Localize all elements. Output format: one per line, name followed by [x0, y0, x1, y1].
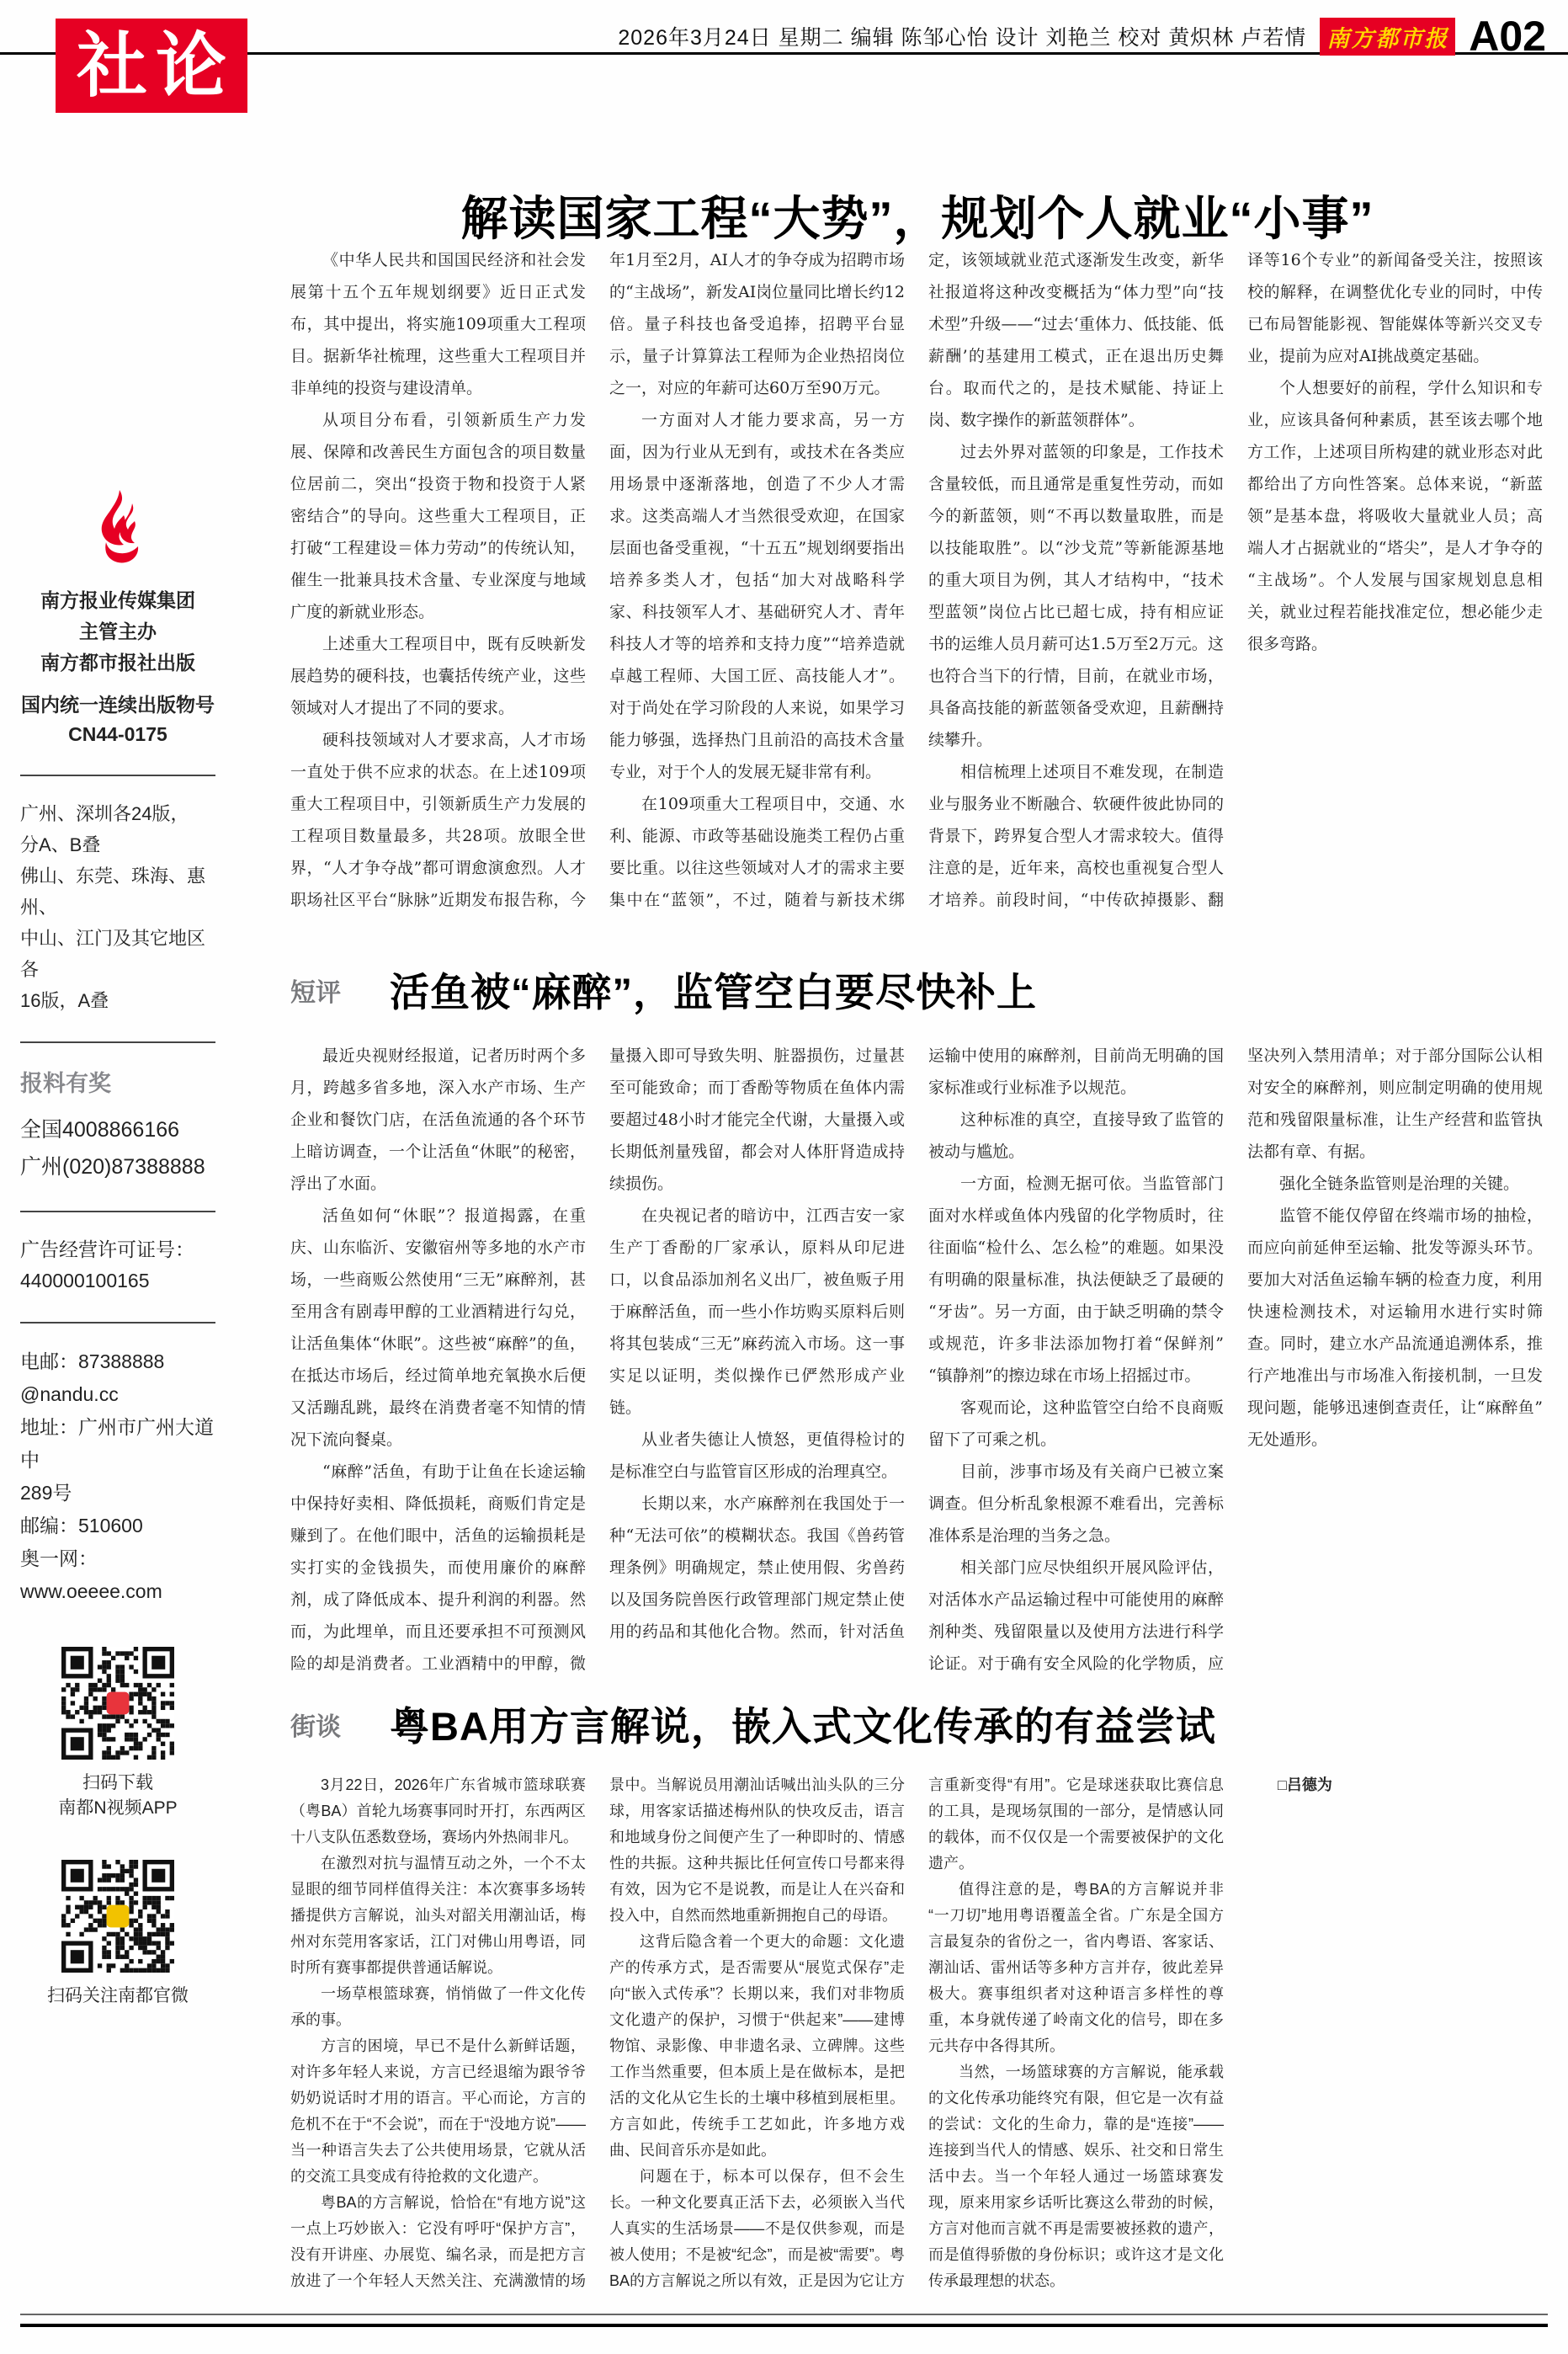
- paragraph: 强化全链条监管则是治理的关键。: [1279, 1174, 1520, 1193]
- section-banner-label: 社论: [76, 26, 235, 105]
- edition-info: [20, 798, 215, 1016]
- list-item: 南方都市报社出版: [40, 652, 195, 674]
- paragraph: 一方面对人才能力要求高，另一方面，因为行业从无到有，或技术在各类应用场景中逐渐落地，创造了不少人才需求。这类高端人才当然很受欢迎，在国家层面也备受重视，“十五五”规划纲要指出培养多类人才，包括“加大对战略科学家、科技领军人才、基础研究人才、青年科技人才等的培养和支持力度”“培养造就卓越工程师、大国工匠、高技能人才”。对于尚处在学习阶段的人来说，如果学习能力够强，选择热门且前沿的高技术含量专业，对于个人的发展无疑非常有利。: [609, 411, 905, 781]
- paragraph: 长期以来，水产麻醉剂在我国处于一种“无法可依”的模糊状态。我国《兽药管理条例》明确规定，禁止使用假、劣兽药以及国务院兽医行政管理部门规定禁止使用的药品和其他化合物。然而，针对活鱼运输中使用的麻醉剂，目前尚无明确的国家标准或行业标准予以规范。: [609, 1047, 1224, 1641]
- paragraph: 一方面，检测无据可依。当监管部门面对水样或鱼体内残留的化学物质时，往往面临“检什么、怎么检”的难题。如果没有明确的限量标准，执法便缺乏了最硬的“牙齿”。另一方面，由于缺乏明确的禁令或规范，许多非法添加物打着“保鲜剂”“镇静剂”的擦边球在市场上招摇过市。: [928, 1174, 1224, 1385]
- list-item: 中山、江门及其它地区各: [20, 928, 206, 980]
- publisher-lines: [20, 585, 215, 679]
- qr-official-caption: [20, 1984, 215, 2009]
- paragraph: 这背后隐含着一个更大的命题：文化遗产的传承方式，是否需要从“展览式保存”走向“嵌入式传承”？长期以来，我们对非物质文化遗产的保护，习惯于“供起来”——建博物馆、录影像、申非遗名录、立碑牌。这些工作当然重要，但本质上是在做标本，是把活的文化从它生长的土壤中移植到展柜里。方言如此，传统手工艺如此，许多地方戏曲、民间音乐亦是如此。: [609, 1933, 905, 2159]
- paragraph: 方言的困境，早已不是什么新鲜话题，对许多年轻人来说，方言已经退缩为跟爷爷奶奶说话时才用的语言。平心而论，方言的危机不在于“不会说”，而在于“没地方说”——当一种语言失去了公共使用场景，它就从活的交流工具变成有待抢救的文化遗产。: [290, 2037, 586, 2185]
- ad-license: [20, 1234, 215, 1297]
- article3-column-label: 街谈: [290, 1712, 341, 1741]
- paragraph: 个人想要好的前程，学什么知识和专业，应该具备何种素质，甚至该去哪个地方工作，上述项目所构建的就业形态对此都给出了方向性答案。总体来说，“新蓝领”是基本盘，将吸收大量就业人员；高端人才占据就业的“塔尖”，是人才争夺的“主战场”。个人发展与国家规划息息相关，就业过程若能找准定位，想必能少走很多弯路。: [1247, 379, 1543, 653]
- paragraph: 粤BA的方言解说，恰恰在“有地方说”这一点上巧妙嵌入：它没有呼吁“保护方言”，没有开讲座、办展览、编名录，而是把方言放进了一个年轻人天然关注、充满激情的场景中。当解说员用潮汕话喊出汕头队的三分球，用客家话描述梅州队的快攻反击，语言和地域身份之间便产生了一种即时的、情感性的共振。这种共振比任何宣传口号都来得有效，因为它不是说教，而是让人在兴奋和投入中，自然而然地重新拥抱自己的母语。: [290, 1776, 905, 2289]
- paragraph: 上述重大工程项目中，既有反映新发展趋势的硬科技，也囊括传统产业，这些领域对人才提出了不同的要求。: [290, 635, 586, 717]
- list-item: 扫码下载: [82, 1773, 153, 1792]
- paragraph: 3月22日，2026年广东省城市篮球联赛（粤BA）首轮九场赛事同时开打，东西两区十八支队伍悉数登场，赛场内外热闹非凡。: [290, 1776, 586, 1845]
- paragraph: 当然，一场篮球赛的方言解说，能承载的文化传承功能终究有限，但它是一次有益的尝试：文化的生命力，靠的是“连接”——连接到当代人的情感、娱乐、社交和日常生活中去。当一个年轻人通过一场篮球赛发现，原来用家乡话听比赛这么带劲的时候，方言对他而言就不再是需要被拯救的遗产，而是值得骄傲的身份标识；或许这才是文化传承最理想的状态。: [928, 2064, 1224, 2289]
- divider: [20, 1211, 215, 1212]
- list-item: 南都N视频APP: [58, 1798, 178, 1818]
- paragraph: 相信梳理上述项目不难发现，在制造业与服务业不断融合、软硬件彼此协同的背景下，跨界复合型人才需求较大。值得注意的是，近年来，高校也重视复合型人才培养。前段时间，“中传砍掉摄影、翻译等16个专业”的新闻备受关注，按照该校的解释，在调整优化专业的同时，中传已布局智能影视、智能媒体等新兴交叉专业，提前为应对AI挑战奠定基础。: [928, 251, 1543, 909]
- article3-header: [290, 1696, 1543, 1752]
- article2-section: [290, 961, 1543, 1690]
- article2-column-label: 短评: [290, 978, 341, 1007]
- paragraph: 从项目分布看，引领新质生产力发展、保障和改善民生方面包含的项目数量位居前二，突出“投资于物和投资于人紧密结合”的导向。这些重大工程项目，正打破“工程建设＝体力劳动”的传统认知，催生一批兼具技术含量、专业深度与地域广度的新就业形态。: [290, 411, 586, 621]
- issn-lines: [20, 690, 215, 749]
- list-item: 扫码关注南都官微: [47, 1986, 189, 2005]
- list-item: 289号: [20, 1482, 72, 1504]
- paragraph: 这种标准的真空，直接导致了监管的被动与尴尬。: [928, 1110, 1224, 1161]
- list-item: 奥一网：: [20, 1547, 98, 1569]
- list-item: 全国4008866166: [20, 1118, 180, 1142]
- list-item: 佛山、东莞、珠海、惠州、: [20, 865, 206, 918]
- article1-headline: 解读国家工程“大势”，规划个人就业“小事”: [460, 191, 1374, 245]
- list-item: CN44-0175: [68, 723, 167, 745]
- paragraph: 值得注意的是，粤BA的方言解说并非“一刀切”地用粤语覆盖全省。广东是全国方言最复杂的省份之一，省内粤语、客家话、潮汕话、雷州话等多种方言并存，彼此差异极大。赛事组织者对这种语言多样性的尊重，本身就传递了岭南文化的信号，即在多元共存中各得其所。: [928, 1881, 1224, 2054]
- article2-body: [290, 1040, 1543, 1690]
- list-item: www.oeeee.com: [20, 1580, 162, 1602]
- article2-header: [290, 961, 1543, 1018]
- paragraph: 目前，涉事市场及有关商户已被立案调查。但分析乱象根源不难看出，完善标准体系是治理的当务之急。: [928, 1462, 1224, 1545]
- list-item: 电邮：87388888: [20, 1350, 165, 1372]
- tips-hotline-numbers: [20, 1111, 215, 1185]
- paragraph: 从业者失德让人愤怒，更值得检讨的是标准空白与监管盲区形成的治理真空。: [609, 1430, 905, 1481]
- list-item: 16版，A叠: [20, 990, 109, 1011]
- article3-section: [290, 1696, 1543, 2319]
- list-item: 地址：广州市广州大道中: [20, 1416, 214, 1471]
- divider: [20, 775, 215, 776]
- paragraph: 最近央视财经报道，记者历时两个多月，跨越多省多地，深入水产市场、生产企业和餐饮门店，在活鱼流通的各个环节上暗访调查，一个让活鱼“休眠”的秘密，浮出了水面。: [290, 1047, 586, 1193]
- byline: □吕德为: [1278, 1776, 1332, 1793]
- paragraph: 硬科技领域对人才要求高，人才市场一直处于供不应求的状态。在上述109项重大工程项目中，引领新质生产力发展的工程项目数量最多，共28项。放眼全世界，“人才争夺战”都可谓愈演愈烈。人才职场社区平台“脉脉”近期发布报告称，今年1月至2月，AI人才的争夺成为招聘市场的“主战场”，新发AI岗位量同比增长约12倍。量子科技也备受追捧，招聘平台显示，量子计算算法工程师为企业热招岗位之一，对应的年薪可达60万至90万元。: [290, 251, 905, 909]
- list-item: 邮编：510600: [20, 1515, 143, 1536]
- paragraph: 相关部门应尽快组织开展风险评估，对活体水产品运输过程中可能使用的麻醉剂种类、残留限量以及使用方法进行科学论证。对于确有安全风险的化学物质，应坚决列入禁用清单；对于部分国际公认相对安全的麻醉剂，则应制定明确的使用规范和残留限量标准，让生产经营和监管执法都有章、有据。: [928, 1047, 1543, 1673]
- paragraph: “麻醉”活鱼，有助于让鱼在长途运输中保持好卖相、降低损耗，商贩们肯定是赚到了。在他们眼中，活鱼的运输损耗是实打实的金钱损失，而使用廉价的麻醉剂，成了降低成本、提升利润的利器。然而，为此埋单，而且还要承担不可预测风险的却是消费者。工业酒精中的甲醇，微量摄入即可导致失明、脏器损伤，过量甚至可能致命；而丁香酚等物质在鱼体内需要超过48小时才能完全代谢，大量摄入或长期低剂量残留，都会对人体肝肾造成持续损伤。: [290, 1047, 905, 1673]
- paragraph: 活鱼如何“休眠”？报道揭露，在重庆、山东临沂、安徽宿州等多地的水产市场，一些商贩公然使用“三无”麻醉剂，甚至用含有剧毒甲醇的工业酒精进行勾兑，让活鱼集体“休眠”。这些被“麻醉”的鱼，在抵达市场后，经过简单地充氧换水后便又活蹦乱跳，最终在消费者毫不知情的情况下流向餐桌。: [290, 1206, 586, 1449]
- paragraph: 监管不能仅停留在终端市场的抽检，而应向前延伸至运输、批发等源头环节。要加大对活鱼运输车辆的检查力度，利用快速检测技术，对运输用水进行实时筛查。同时，建立水产品流通追溯体系，推行产地准出与市场准入衔接机制，一旦发现问题，能够迅速倒查责任，让“麻醉鱼”无处遁形。: [1247, 1206, 1543, 1449]
- article1-body: [290, 244, 1543, 940]
- paragraph: 过去外界对蓝领的印象是，工作技术含量较低，而且通常是重复性劳动，而如今的新蓝领，则“不再以数量取胜，而是以技能取胜”。以“沙戈荒”等新能源基地的重大项目为例，其人才结构中，“技术型蓝领”岗位占比已超七成，持有相应证书的运维人员月薪可达1.5万至2万元。这也符合当下的行情，目前，在就业市场，具备高技能的新蓝领备受欢迎，且薪酬持续攀升。: [928, 443, 1224, 749]
- sidebar: [20, 488, 215, 2009]
- paragraph: 在央视记者的暗访中，江西吉安一家生产丁香酚的厂家承认，原料从印尼进口，以食品添加剂名义出厂，被鱼贩子用于麻醉活鱼，而一些小作坊购买原料后则将其包装成“三无”麻药流入市场。这一事实足以证明，类似操作已俨然形成产业链。: [609, 1206, 905, 1417]
- qr-app-caption: [20, 1771, 215, 1821]
- section-banner-editorial: [56, 19, 247, 113]
- page-header-meta: [618, 12, 1546, 61]
- qr-app-block: [20, 1647, 215, 1821]
- list-item: @nandu.cc: [20, 1383, 119, 1405]
- tips-hotline-title: 报料有奖: [20, 1071, 111, 1096]
- article3-headline: 粤BA用方言解说，嵌入式文化传承的有益尝试: [390, 1704, 1216, 1749]
- list-item: 国内统一连续出版物号: [21, 694, 215, 716]
- qr-weibo-block: [20, 1860, 215, 2009]
- flame-logo-icon: [20, 488, 215, 570]
- paragraph: 《中华人民共和国国民经济和社会发展第十五个五年规划纲要》近日正式发布，其中提出，将实施109项重大工程项目。据新华社梳理，这些重大工程项目并非单纯的投资与建设清单。: [290, 251, 586, 397]
- qr-code-app: [61, 1647, 174, 1760]
- list-item: 主管主办: [79, 620, 157, 642]
- list-item: 440000100165: [20, 1270, 150, 1292]
- list-item: 南方报业传媒集团: [40, 589, 195, 611]
- list-item: 广告经营许可证号：: [20, 1238, 194, 1260]
- qr-code-official: [61, 1860, 174, 1973]
- paragraph: 客观而论，这种监管空白给不良商贩留下了可乘之机。: [928, 1398, 1224, 1449]
- list-item: 广州(020)87388888: [20, 1155, 205, 1179]
- paragraph: 在激烈对抗与温情互动之外，一个不太显眼的细节同样值得关注：本次赛事多场转播提供方言解说，汕头对韶关用潮汕话，梅州对东莞用客家话，江门对佛山用粤语，同时所有赛事都提供普通话解说。: [290, 1855, 586, 1976]
- paragraph: 在109项重大工程项目中，交通、水利、能源、市政等基础设施类工程仍占重要比重。以往这些领域对人才的需求主要集中在“蓝领”，不过，随着与新技术绑定，该领域就业范式逐渐发生改变，新华社报道将这种改变概括为“体力型”向“技术型”升级——“过去‘重体力、低技能、低薪酬’的基建用工模式，正在退出历史舞台。取而代之的，是技术赋能、持证上岗、数字操作的新蓝领群体”。: [609, 251, 1224, 909]
- dateline: 2026年3月24日 星期二 编辑 陈邹心怡 设计 刘艳兰 校对 黄炽林 卢若情: [618, 26, 1307, 50]
- divider: [20, 1322, 215, 1323]
- article3-body: [290, 1772, 1543, 2319]
- list-item: 广州、深圳各24版，: [20, 803, 189, 824]
- masthead-logo: 南方都市报: [1320, 18, 1455, 56]
- footer-rule-thick: [20, 2324, 1548, 2327]
- list-item: 分A、B叠: [20, 834, 101, 855]
- paragraph: 问题在于，标本可以保存，但不会生长。一种文化要真正活下去，必须嵌入当代人真实的生活场景——不是仅供参观，而是被人使用；不是被“纪念”，而是被“需要”。粤BA的方言解说之所以有效，正是因为它让方言重新变得“有用”。它是球迷获取比赛信息的工具，是现场氛围的一部分，是情感认同的载体，而不仅仅是一个需要被保护的文化遗产。: [609, 1776, 1224, 2289]
- paragraph: 一场草根篮球赛，悄悄做了一件文化传承的事。: [290, 1985, 586, 2028]
- page-number: A02: [1469, 13, 1546, 60]
- footer-rule-thin: [20, 2314, 1548, 2315]
- contact-info: [20, 1345, 215, 1608]
- divider: [20, 1041, 215, 1043]
- article2-headline: 活鱼被“麻醉”，监管空白要尽快补上: [390, 970, 1037, 1015]
